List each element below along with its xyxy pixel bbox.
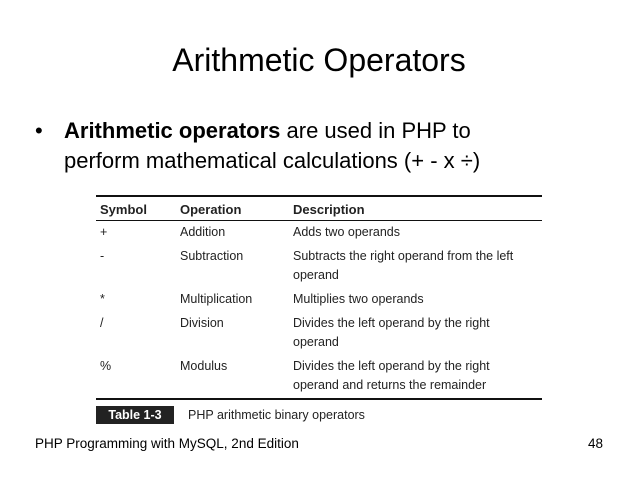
cell-description: Divides the left operand by the right operand and returns the remainder — [289, 355, 542, 399]
cell-symbol: % — [96, 355, 176, 399]
header-description: Description — [289, 196, 542, 221]
cell-symbol: + — [100, 225, 108, 239]
table-header-row — [96, 196, 542, 221]
table-row — [96, 288, 542, 312]
page-number: 48 — [587, 436, 603, 451]
bullet-marker: • — [35, 118, 43, 143]
caption-label: Table 1-3 — [96, 406, 174, 424]
caption-text: PHP arithmetic binary operators — [188, 408, 365, 422]
cell-description: Multiplies two operands — [293, 292, 424, 306]
footer-book-title: PHP Programming with MySQL, 2nd Edition — [35, 436, 299, 451]
cell-operation: Division — [180, 316, 224, 330]
operators-table-figure — [96, 195, 542, 424]
bullet-text-line1: are used in PHP to — [280, 118, 471, 143]
cell-symbol: / — [100, 316, 104, 330]
cell-description: Adds two operands — [293, 225, 401, 239]
cell-operation: Subtraction — [180, 249, 244, 263]
slide-title: Arithmetic Operators — [172, 42, 466, 78]
operators-table — [96, 195, 542, 400]
header-operation: Operation — [176, 196, 289, 221]
cell-symbol: * — [100, 292, 105, 306]
bullet-bold-term: Arithmetic operators — [64, 118, 281, 143]
bullet-text-line2: perform mathematical calculations (+ - x ÷) — [64, 148, 481, 173]
table-row — [96, 355, 542, 399]
cell-operation: Addition — [180, 225, 226, 239]
bullet-point — [35, 116, 615, 176]
table-row — [96, 245, 542, 288]
table-row — [96, 312, 542, 355]
cell-description: Subtracts the right operand from the left operand — [293, 249, 514, 282]
cell-description: Divides the left operand by the right operand — [293, 316, 490, 349]
header-symbol: Symbol — [96, 196, 176, 221]
table-caption — [96, 406, 542, 424]
table-row — [96, 221, 542, 246]
cell-operation: Multiplication — [180, 292, 253, 306]
cell-operation: Modulus — [176, 355, 289, 399]
bullet-text — [64, 116, 615, 176]
cell-symbol: - — [100, 249, 105, 263]
